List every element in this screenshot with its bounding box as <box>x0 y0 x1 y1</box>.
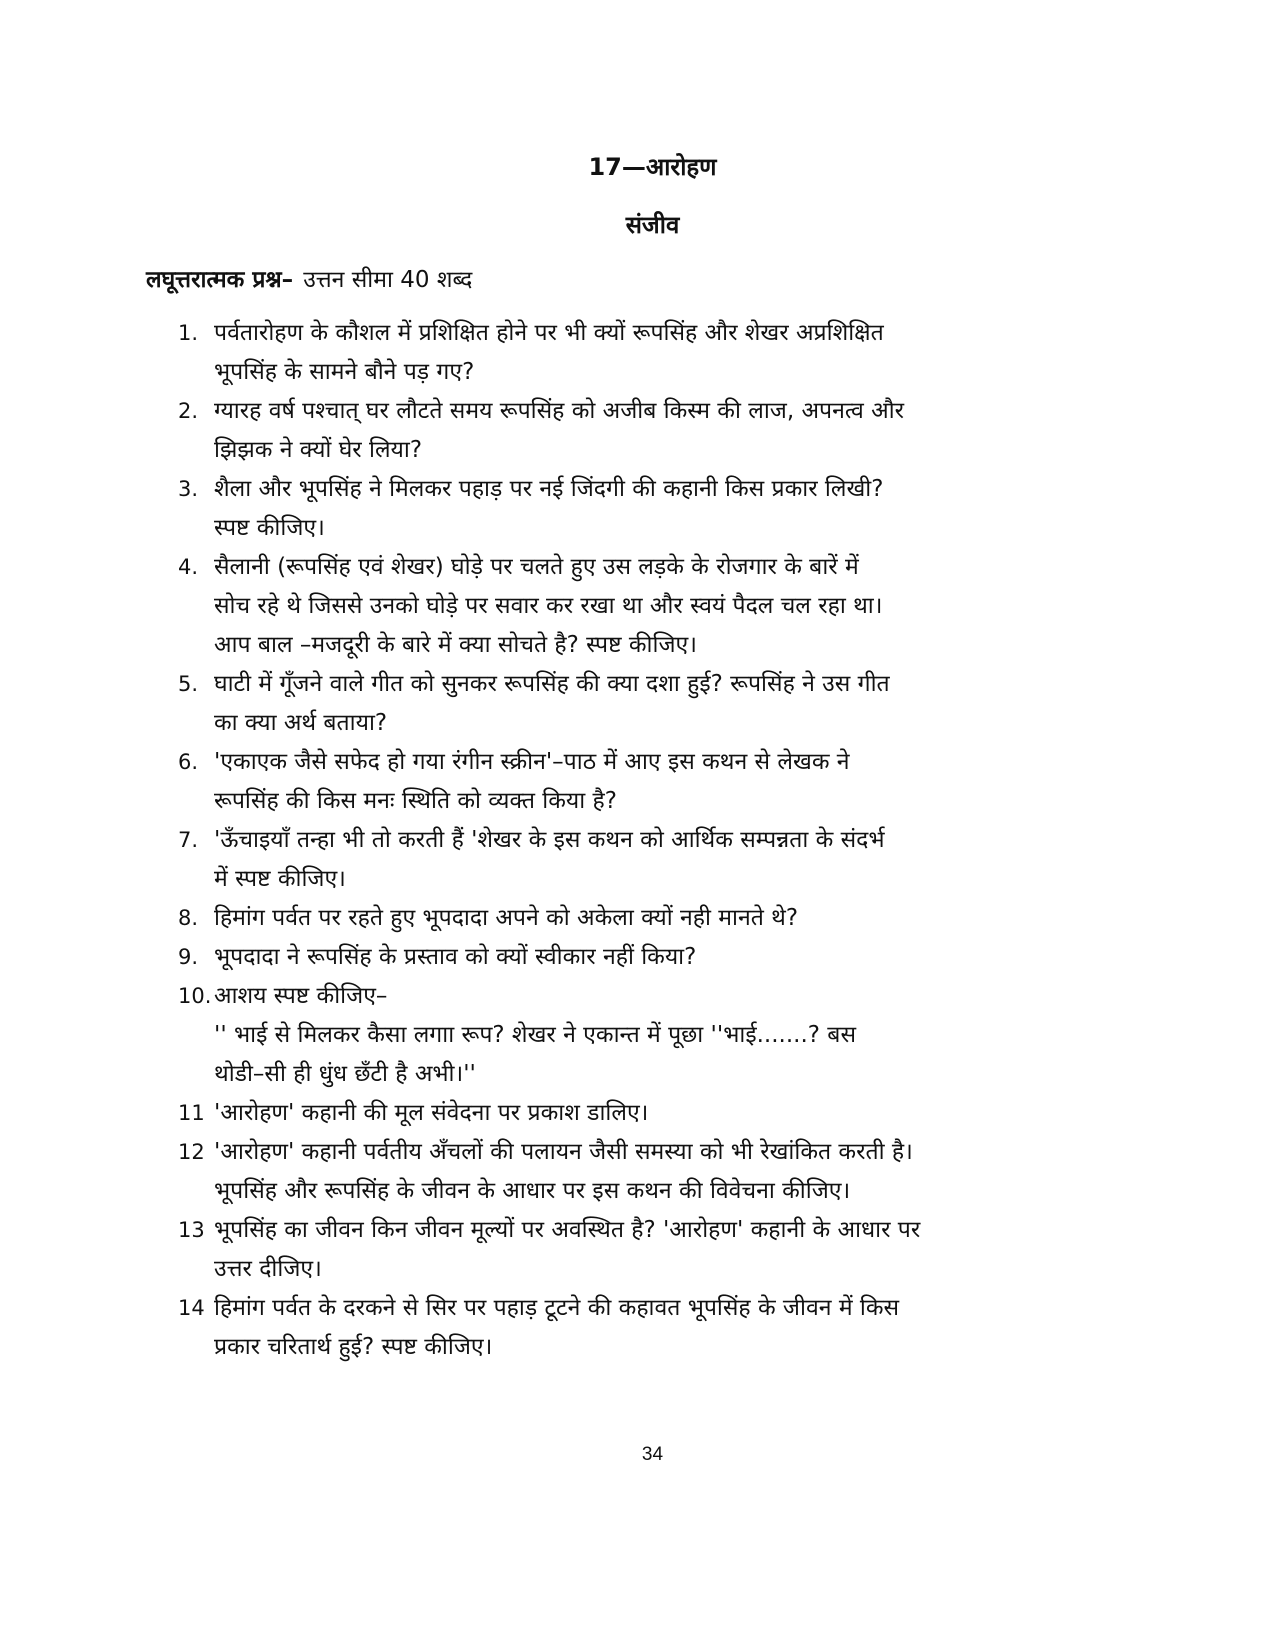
question-number: 12 <box>178 1140 205 1164</box>
question-line: भूपदादा ने रूपसिंह के प्रस्ताव को क्यों स्वीकार नहीं किया? <box>214 944 697 970</box>
question-line: प्रकार चरितार्थ हुई? स्पष्ट कीजिए। <box>214 1334 493 1360</box>
question-line: भूपसिंह और रूपसिंह के जीवन के आधार पर इस कथन की विवेचना कीजिए। <box>214 1178 851 1204</box>
question-line: उत्तर दीजिए। <box>214 1256 322 1282</box>
question-item <box>178 1094 1086 1133</box>
question-list <box>178 314 1086 1367</box>
question-number: 4. <box>178 555 199 579</box>
question-item <box>178 977 1086 1094</box>
question-line: '' भाई से मिलकर कैसा लगाा रूप? शेखर ने एकान्त में पूछा ''भाई.......? बस <box>214 1022 856 1048</box>
question-number: 13 <box>178 1218 205 1242</box>
question-number: 6. <box>178 750 199 774</box>
question-line: सोच रहे थे जिससे उनको घोड़े पर सवार कर रखा था और स्वयं पैदल चल रहा था। <box>214 593 883 619</box>
question-line: आप बाल –मजदूरी के बारे में क्या सोचते है? स्पष्ट कीजिए। <box>214 632 697 658</box>
question-item <box>178 1133 1086 1211</box>
question-item <box>178 1289 1086 1367</box>
question-text <box>214 1133 1086 1211</box>
question-line: हिमांग पर्वत पर रहते हुए भूपदादा अपने को अकेला क्यों नही मानते थे? <box>214 905 799 931</box>
question-number: 7. <box>178 828 199 852</box>
question-line: स्पष्ट कीजिए। <box>214 515 325 541</box>
question-text <box>214 470 1086 548</box>
question-number: 3. <box>178 477 199 501</box>
question-text <box>214 314 1086 392</box>
question-line: हिमांग पर्वत के दरकने से सिर पर पहाड़ टूटने की कहावत भूपसिंह के जीवन में किस <box>214 1295 900 1321</box>
chapter-title: 17—आरोहण <box>588 153 717 181</box>
question-line: में स्पष्ट कीजिए। <box>214 866 346 892</box>
question-line: सैलानी (रूपसिंह एवं शेखर) घोड़े पर चलते हुए उस लड़के के रोजगार के बारें में <box>214 554 859 580</box>
question-line: भूपसिंह का जीवन किन जीवन मूल्यों पर अवस्थित है? 'आरोहण' कहानी के आधार पर <box>214 1217 921 1243</box>
author-name: संजीव <box>625 211 680 239</box>
question-text <box>214 548 1086 665</box>
question-item <box>178 470 1086 548</box>
question-line: 'एकाएक जैसे सफेद हो गया रंगीन स्क्रीन'–पाठ में आए इस कथन से लेखक ने <box>214 749 850 775</box>
question-line: घाटी में गूँजने वाले गीत को सुनकर रूपसिंह की क्या दशा हुई? रूपसिंह ने उस गीत <box>214 671 890 697</box>
question-line: आशय स्पष्ट कीजिए– <box>214 983 388 1009</box>
question-number: 2. <box>178 399 199 423</box>
question-item <box>178 821 1086 899</box>
question-line: 'आरोहण' कहानी पर्वतीय अँचलों की पलायन जैसी समस्या को भी रेखांकित करती है। <box>214 1139 913 1165</box>
question-line: झिझक ने क्यों घेर लिया? <box>214 437 423 463</box>
question-number: 11 <box>178 1101 205 1125</box>
question-text <box>214 1094 1086 1133</box>
question-text <box>214 821 1086 899</box>
word-limit: उत्तन सीमा 40 शब्द <box>303 267 473 293</box>
question-item <box>178 392 1086 470</box>
question-number: 1. <box>178 321 199 345</box>
page-number: 34 <box>641 1444 664 1465</box>
question-number: 8. <box>178 906 199 930</box>
question-line: पर्वतारोहण के कौशल में प्रशिक्षित होने पर भी क्यों रूपसिंह और शेखर अप्रशिक्षित <box>214 320 884 346</box>
section-heading <box>146 262 472 294</box>
question-line: ग्यारह वर्ष पश्चात् घर लौटते समय रूपसिंह को अजीब किस्म की लाज, अपनत्व और <box>214 398 905 424</box>
question-text <box>214 938 1086 977</box>
question-line: 'आरोहण' कहानी की मूल संवेदना पर प्रकाश डालिए। <box>214 1100 649 1126</box>
question-line: शैला और भूपसिंह ने मिलकर पहाड़ पर नई जिंदगी की कहानी किस प्रकार लिखी? <box>214 476 884 502</box>
question-item <box>178 899 1086 938</box>
question-line: भूपसिंह के सामने बौने पड़ गए? <box>214 359 475 385</box>
question-item <box>178 743 1086 821</box>
question-line: का क्या अर्थ बताया? <box>214 710 388 736</box>
question-text <box>214 743 1086 821</box>
section-label: लघूत्तरात्मक प्रश्न– <box>146 267 294 293</box>
question-line: रूपसिंह की किस मनः स्थिति को व्यक्त किया है? <box>214 788 617 814</box>
question-number: 14 <box>178 1296 205 1320</box>
question-line: थोडी–सी ही धुंध छँटी है अभी।'' <box>214 1061 476 1087</box>
question-text <box>214 977 1086 1094</box>
question-item <box>178 1211 1086 1289</box>
question-number: 9. <box>178 945 199 969</box>
question-text <box>214 392 1086 470</box>
question-text <box>214 899 1086 938</box>
question-item <box>178 665 1086 743</box>
question-text <box>214 665 1086 743</box>
question-text <box>214 1211 1086 1289</box>
question-line: 'ऊँचाइयाँ तन्हा भी तो करती हैं 'शेखर के इस कथन को आर्थिक सम्पन्नता के संदर्भ <box>214 827 885 853</box>
question-text <box>214 1289 1086 1367</box>
question-item <box>178 548 1086 665</box>
question-item <box>178 314 1086 392</box>
question-item <box>178 938 1086 977</box>
question-number: 5. <box>178 672 199 696</box>
question-number: 10. <box>178 984 212 1008</box>
